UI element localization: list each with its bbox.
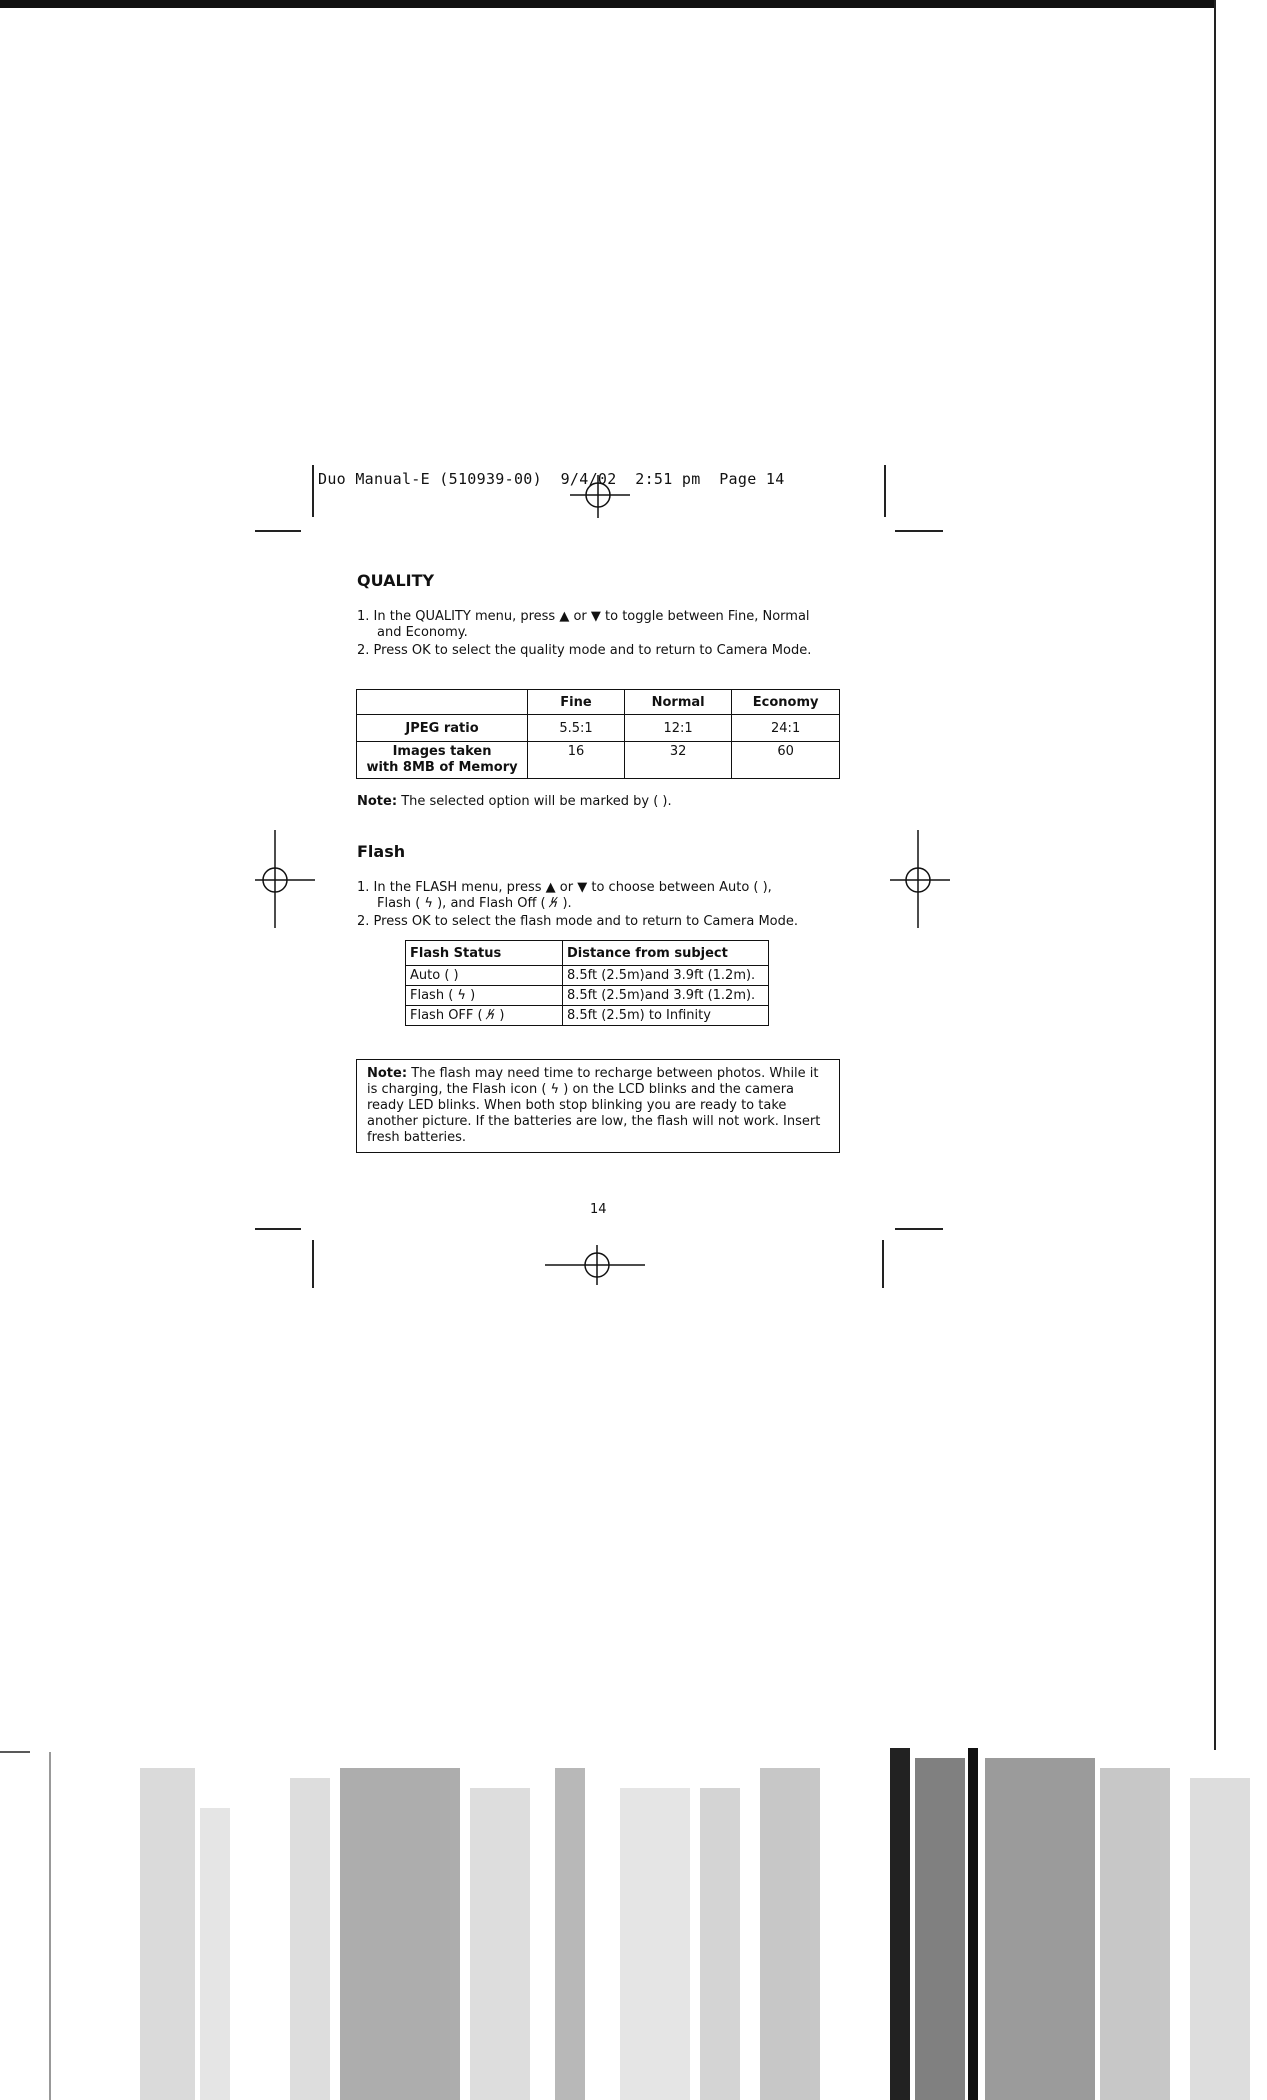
table-cell: 32 (624, 742, 731, 779)
quality-heading: QUALITY (357, 571, 435, 590)
crop-mark (884, 465, 886, 517)
table-header-cell (357, 690, 528, 715)
top-border (0, 0, 1216, 8)
table-header-cell: Distance from subject (563, 941, 769, 966)
table-header-row (406, 941, 769, 966)
table-cell: 8.5ft (2.5m)and 3.9ft (1.2m). (563, 966, 769, 986)
table-cell: 60 (732, 742, 840, 779)
table-header-cell: Flash Status (406, 941, 563, 966)
table-header-cell: Fine (528, 690, 625, 715)
page-number: 14 (590, 1202, 607, 1217)
table-row (406, 986, 769, 1006)
table-header-row (357, 690, 840, 715)
table-cell: 5.5:1 (528, 715, 625, 742)
table-cell: Auto ( ) (406, 966, 563, 986)
scan-artifact-strip (0, 1748, 1267, 2100)
print-slug: Duo Manual-E (510939-00) 9/4/02 2:51 pm Page 14 (318, 470, 785, 488)
quality-step-2: 2. Press OK to select the quality mode and to return to Camera Mode. (357, 643, 812, 658)
table-cell: 24:1 (732, 715, 840, 742)
table-row (406, 1006, 769, 1026)
flash-heading: Flash (357, 842, 406, 861)
registration-mark-left (255, 830, 315, 930)
table-cell: 12:1 (624, 715, 731, 742)
table-row (357, 715, 840, 742)
registration-mark-right (890, 830, 950, 930)
crop-mark (312, 1240, 314, 1288)
quality-step-1-cont: and Economy. (377, 625, 468, 640)
table-cell: Flash OFF ( ϟ̸ ) (406, 1006, 563, 1026)
table-cell: 16 (528, 742, 625, 779)
crop-mark (882, 1240, 884, 1288)
table-cell: 8.5ft (2.5m)and 3.9ft (1.2m). (563, 986, 769, 1006)
flash-note-box (356, 1059, 840, 1153)
note-text: The flash may need time to recharge between photos. While it is charging, the Flash icon ( ϟ ) on the LCD blinks and the camera ready LED blinks. When both stop blinking you are ready to take another picture. If the batteries are low, the flash will not work. Insert fresh batteries. (367, 1066, 821, 1145)
quality-step-1: 1. In the QUALITY menu, press ▲ or ▼ to toggle between Fine, Normal (357, 609, 810, 624)
table-cell: Images taken with 8MB of Memory (357, 742, 528, 779)
crop-mark (312, 465, 314, 517)
note-label: Note: (367, 1066, 408, 1081)
note-label: Note: (357, 794, 398, 809)
table-header-cell: Economy (732, 690, 840, 715)
scan-artifact-graphic (0, 1748, 1267, 2100)
flash-step-1: 1. In the FLASH menu, press ▲ or ▼ to choose between Auto ( ), (357, 880, 772, 895)
flash-step-1-cont: Flash ( ϟ ), and Flash Off ( ϟ̸ ). (377, 896, 572, 911)
crop-mark (255, 1228, 301, 1230)
table-row (406, 966, 769, 986)
flash-step-2: 2. Press OK to select the flash mode and to return to Camera Mode. (357, 914, 799, 929)
quality-table (356, 689, 840, 779)
crop-mark (895, 530, 943, 532)
registration-mark-bottom (545, 1245, 645, 1285)
table-cell: Flash ( ϟ ) (406, 986, 563, 1006)
right-border (1214, 0, 1216, 1750)
table-row (357, 742, 840, 779)
crop-mark (255, 530, 301, 532)
crop-mark (895, 1228, 943, 1230)
table-cell: 8.5ft (2.5m) to Infinity (563, 1006, 769, 1026)
flash-table (405, 940, 769, 1026)
note-text: The selected option will be marked by ( ). (401, 794, 672, 809)
table-header-cell: Normal (624, 690, 731, 715)
table-cell: JPEG ratio (357, 715, 528, 742)
quality-note (357, 794, 672, 809)
